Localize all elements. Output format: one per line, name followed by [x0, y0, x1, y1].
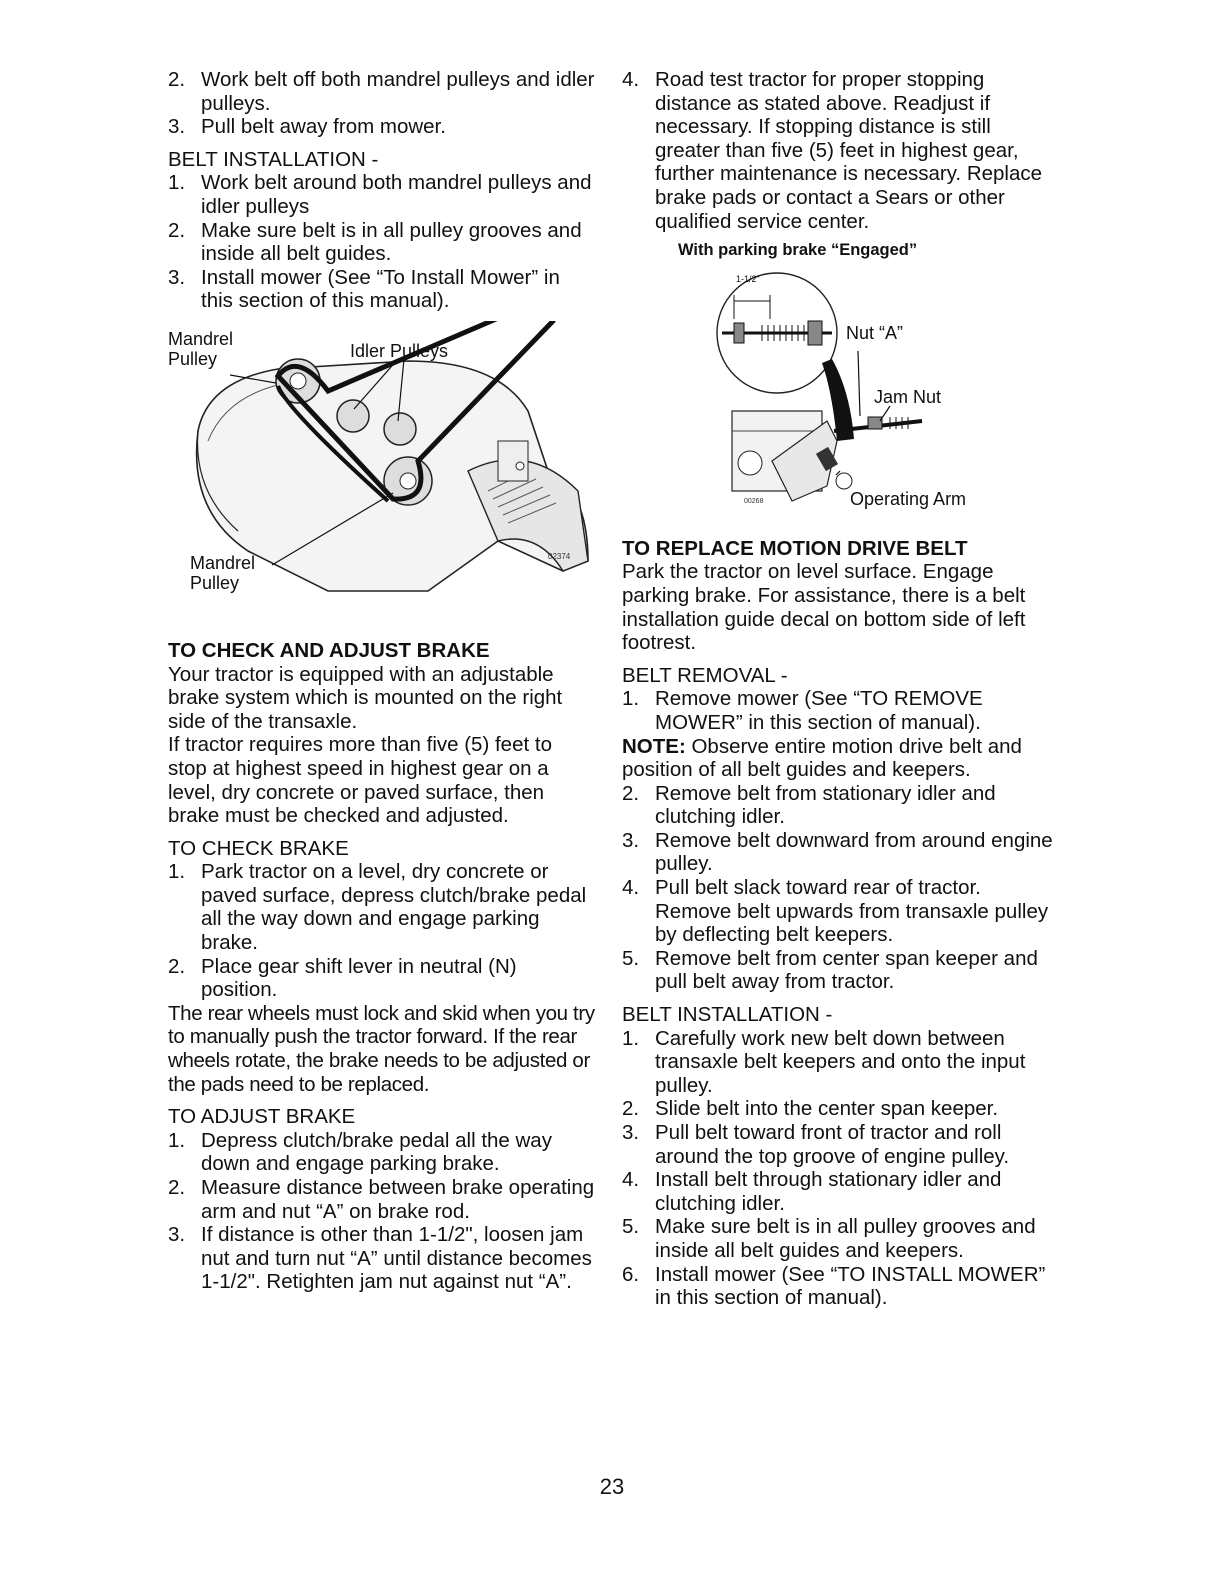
- note: NOTE: Observe entire motion drive belt and position of all belt guides and keepers.: [622, 734, 1022, 782]
- brake-illustration: [622, 271, 1052, 531]
- mower-deck-figure: [168, 321, 596, 633]
- list-item: 2. Remove belt from stationary idler and clutching idler.: [622, 781, 996, 829]
- list-item: 4. Road test tractor for proper stopping distance as stated above. Readjust if necessary. If stopping distance is still greater than five (5) feet in highest gear, further maintenance is necessary. Replace brake pads or contact a Sears or other qualified service center.: [622, 68, 1043, 233]
- label-nut-a: Nut “A”: [846, 322, 904, 343]
- list-item: 1. Park tractor on a level, dry concrete or paved surface, depress clutch/brake pedal all the way down and engage parking brake.: [168, 860, 587, 955]
- motion-intro: Park the tractor on level surface. Engage parking brake. For assistance, there is a belt installation guide decal on bottom side of left footrest.: [622, 560, 1026, 655]
- list-item: 5. Remove belt from center span keeper and pull belt away from tractor.: [622, 946, 1038, 994]
- list-item: 3. If distance is other than 1-1/2", loosen jam nut and turn nut “A” until distance becomes 1-1/2". Retighten jam nut against nut “A”.: [168, 1223, 592, 1294]
- label-idler-pulleys: Idler Pulleys: [350, 340, 449, 361]
- list-item: 6. Install mower (See “TO INSTALL MOWER” in this section of manual).: [622, 1262, 1046, 1310]
- belt-installation-heading: BELT INSTALLATION -: [168, 147, 379, 171]
- left-column: [168, 68, 596, 1294]
- brake-figure: [622, 271, 1054, 531]
- check-brake-heading: TO CHECK BRAKE: [168, 836, 349, 860]
- figure-id: 02374: [548, 551, 571, 561]
- list-item: 4. Install belt through stationary idler and clutching idler.: [622, 1168, 1002, 1215]
- label-dimension: 1-1/2": [736, 273, 760, 284]
- page-number: 23: [599, 1474, 625, 1499]
- list-item: 3. Remove belt downward from around engine pulley.: [622, 828, 1053, 876]
- list-item: 2. Place gear shift lever in neutral (N) position.: [168, 954, 517, 1002]
- check-adjust-brake-heading: TO CHECK AND ADJUST BRAKE: [168, 638, 490, 662]
- brake-intro-2: If tractor requires more than five (5) feet to stop at highest speed in highest gear on a level, dry concrete or paved surface, then brake must be checked and adjusted.: [168, 733, 552, 828]
- list-item: 5. Make sure belt is in all pulley grooves and inside all belt guides and keepers.: [622, 1215, 1036, 1262]
- label-mandrel-bottom: Mandrel Pulley: [190, 552, 256, 593]
- list-item: 2. Make sure belt is in all pulley grooves and inside all belt guides.: [168, 218, 582, 266]
- figure-id: 00268: [744, 497, 764, 505]
- check-note: The rear wheels must lock and skid when you try to manually push the tractor forward. If the rear wheels rotate, the brake needs to be adjusted or the pads need to be replaced.: [168, 1001, 595, 1096]
- figure-caption: With parking brake “Engaged”: [678, 241, 918, 260]
- list-item: 1. Depress clutch/brake pedal all the way down and engage parking brake.: [168, 1128, 552, 1176]
- right-column: [622, 68, 1054, 1310]
- list-item: 1. Remove mower (See “TO REMOVE MOWER” in this section of manual).: [622, 687, 983, 734]
- list-item: 3. Pull belt away from mower.: [168, 115, 446, 139]
- label-jam-nut: Jam Nut: [874, 386, 942, 407]
- list-item: 3. Pull belt toward front of tractor and roll around the top groove of engine pulley.: [622, 1121, 1010, 1168]
- list-item: 2. Slide belt into the center span keeper.: [622, 1097, 999, 1121]
- list-item: 1. Carefully work new belt down between transaxle belt keepers and onto the input pulley.: [622, 1026, 1026, 1097]
- list-item: 1. Work belt around both mandrel pulleys and idler pulleys: [168, 171, 592, 218]
- belt-installation-heading: BELT INSTALLATION -: [622, 1003, 833, 1027]
- brake-intro: Your tractor is equipped with an adjustable brake system which is mounted on the right side of the transaxle.: [168, 662, 563, 733]
- belt-removal-heading: BELT REMOVAL -: [622, 663, 788, 687]
- list-item: 2. Measure distance between brake operating arm and nut “A” on brake rod.: [168, 1176, 595, 1223]
- label-mandrel-top: Mandrel Pulley: [168, 328, 234, 369]
- adjust-brake-heading: TO ADJUST BRAKE: [168, 1105, 356, 1129]
- list-item: 4. Pull belt slack toward rear of tractor. Remove belt upwards from transaxle pulley by deflecting belt keepers.: [622, 876, 1049, 947]
- label-operating-arm: Operating Arm: [850, 488, 967, 509]
- motion-drive-belt-heading: TO REPLACE MOTION DRIVE BELT: [622, 536, 968, 560]
- list-item: 3. Install mower (See “To Install Mower” in this section of this manual).: [168, 265, 560, 313]
- list-item: 2. Work belt off both mandrel pulleys and idler pulleys.: [168, 68, 595, 115]
